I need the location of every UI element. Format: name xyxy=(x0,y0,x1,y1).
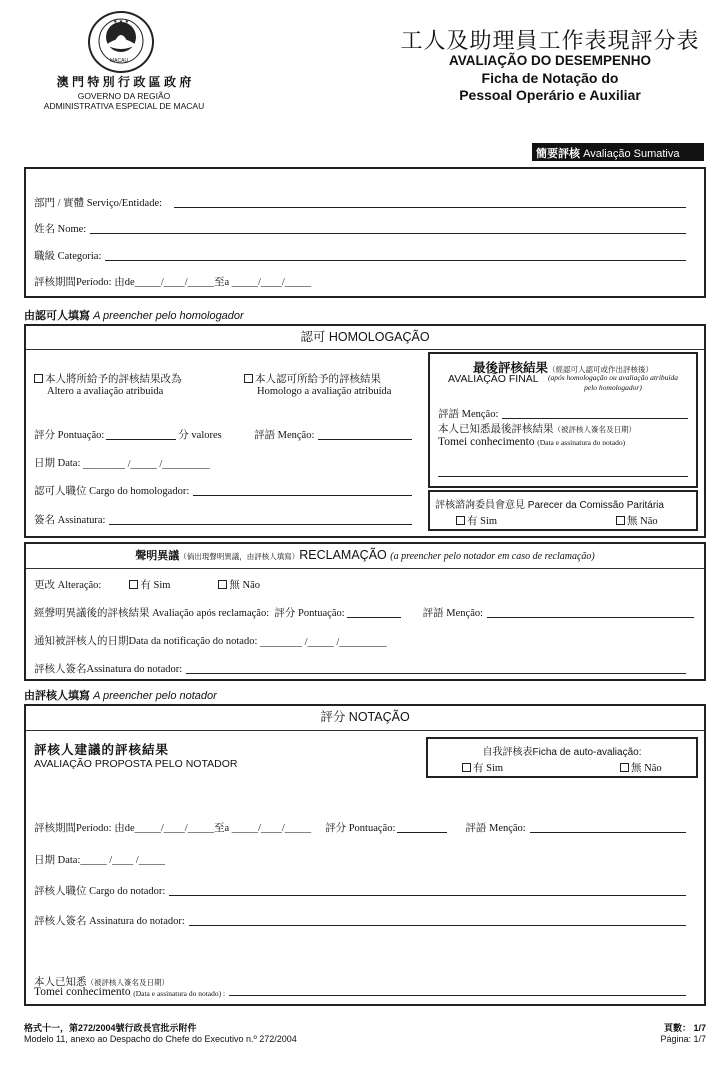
notificacao-label: 通知被評核人的日期Data da notificação do notado: xyxy=(34,636,258,647)
notacao-pontuacao-label: 評分 Pontuação: xyxy=(325,823,396,834)
proposta-title-zh: 評核人建議的評核結果 xyxy=(34,743,170,757)
reclamacao-assinatura-line[interactable] xyxy=(186,673,686,674)
cargo-line[interactable] xyxy=(193,495,412,496)
government-name-zh: 澳 門 特 別 行 政 區 政 府 xyxy=(56,75,192,89)
pontuacao-line[interactable] xyxy=(106,439,176,440)
svg-text:★ ★ ★: ★ ★ ★ xyxy=(113,20,129,25)
reclamacao-mencao-line[interactable] xyxy=(487,617,694,618)
notador-note-pt: A preencher pelo notador xyxy=(93,690,217,702)
homologo-pt: Homologo a avaliação atribuída xyxy=(257,386,392,397)
tomei-zh: 本人已知悉最後評核結果 xyxy=(438,424,554,435)
servico-label: 部門 / 實體 Serviço/Entidade: xyxy=(34,198,163,209)
notacao-mencao-label: 評語 Menção: xyxy=(465,823,526,834)
altero-checkbox[interactable] xyxy=(34,374,43,383)
final-title-pt: AVALIAÇÃO FINAL xyxy=(448,373,539,385)
reclamacao-assinatura-field[interactable] xyxy=(34,661,686,676)
parecer-box xyxy=(428,490,698,531)
mencao-line[interactable] xyxy=(318,439,412,440)
alteracao-sim-label: 有 Sim xyxy=(140,580,171,591)
servico-field[interactable] xyxy=(34,195,686,210)
notacao-tomei-pt: Tomei conhecimento xyxy=(34,986,131,998)
form-title-pt-2: Ficha de Notação do xyxy=(481,70,619,86)
auto-sim-checkbox[interactable] xyxy=(462,763,471,772)
cargo-homologador-field[interactable] xyxy=(34,483,412,498)
form-title-zh: 工人及助理員工作表現評分表 xyxy=(400,28,700,53)
homologacao-pontuacao-field[interactable] xyxy=(34,427,222,442)
tomei-final xyxy=(438,424,636,449)
reclamacao-title-note: （倘出現聲明異議，由評核人填寫） xyxy=(179,552,300,561)
alteracao-nao-label: 無 Não xyxy=(229,580,261,591)
auto-avaliacao-box xyxy=(426,737,698,778)
parecer-sim-option[interactable] xyxy=(456,513,497,528)
mencao-label: 評語 Menção: xyxy=(254,430,315,441)
categoria-label: 職級 Categoria: xyxy=(34,251,102,262)
reclamacao-title-pt: RECLAMAÇÃO xyxy=(299,548,387,562)
alteracao-nao-checkbox[interactable] xyxy=(218,580,227,589)
homologacao-data-field[interactable] xyxy=(34,455,210,470)
cargo-notador-field[interactable] xyxy=(34,883,686,898)
footer-page-zh: 頁數： 1/7 xyxy=(663,1023,706,1033)
reclamacao-mencao-label: 評語 Menção: xyxy=(422,608,484,619)
notacao-tomei-zh-label: 本人已知悉 xyxy=(34,977,87,988)
emblem-text: MACAU xyxy=(110,58,129,64)
apos-label: 經聲明異議後的評核結果 Avaliação após reclamação: xyxy=(34,608,270,619)
notacao-section xyxy=(24,704,706,1006)
summary-badge-zh: 簡要評核 xyxy=(536,148,580,160)
reclamacao-pontuacao-line[interactable] xyxy=(347,617,401,618)
summary-badge xyxy=(532,143,704,161)
reclamacao-title-pt-note: (a preencher pelo notador em caso de reclamação) xyxy=(390,551,595,562)
pontuacao-label: 評分 Pontuação: xyxy=(34,430,105,441)
notacao-data-field[interactable] xyxy=(34,852,165,867)
footer-model-pt: Modelo 11, anexo ao Despacho do Chefe do Executivo n.º 272/2004 xyxy=(24,1034,297,1044)
auto-nao-label: 無 Não xyxy=(631,763,662,774)
periodo-field[interactable] xyxy=(34,274,311,289)
notacao-tomei-field[interactable] xyxy=(34,986,686,998)
homologador-note xyxy=(24,307,244,323)
homologo-zh: 本人認可所給予的評核結果 xyxy=(255,374,381,385)
nome-label: 姓名 Nome: xyxy=(34,224,87,235)
parecer-nao-checkbox[interactable] xyxy=(616,516,625,525)
parecer-nao-option[interactable] xyxy=(616,513,658,528)
nome-field[interactable] xyxy=(34,221,686,236)
notificacao-field[interactable] xyxy=(34,633,387,648)
final-title-zh-note: （經認可人認可或作出評核後） xyxy=(548,365,653,374)
final-mencao-field[interactable] xyxy=(438,406,688,421)
data-label: 日期 Data: xyxy=(34,458,81,469)
valores-label: 分 valores xyxy=(178,430,222,441)
reclamacao-section xyxy=(24,542,706,681)
notacao-tomei-zh-note: （被評核人簽名及日期） xyxy=(86,978,169,987)
homologador-note-zh: 由認可人填寫 xyxy=(24,310,90,322)
tomei-signature-line[interactable] xyxy=(438,476,688,477)
notador-note-zh: 由評核人填寫 xyxy=(24,690,90,702)
alteracao-label: 更改 Alteração: xyxy=(34,580,102,591)
final-title-pt-note: (após homologação ou avaliação atribuída pelo homologador) xyxy=(548,373,678,392)
parecer-nao-label: 無 Não xyxy=(627,516,658,527)
altero-pt: Altero a avaliação atribuida xyxy=(47,386,164,397)
cargo-label: 認可人職位 Cargo do homologador: xyxy=(34,486,190,497)
homologacao-mencao-field[interactable] xyxy=(254,427,412,442)
auto-sim-label: 有 Sim xyxy=(473,763,504,774)
notificacao-pattern: ________ /_____ /_________ xyxy=(260,637,387,648)
notacao-periodo-label: 評核期間Período: 由de_____/____/_____至a _____/____/_____ xyxy=(34,823,312,834)
categoria-field[interactable] xyxy=(34,248,686,263)
cargo-notador-label: 評核人職位 Cargo do notador: xyxy=(34,886,166,897)
alteracao-sim-option[interactable] xyxy=(129,577,170,592)
proposta-title-pt: AVALIAÇÃO PROPOSTA PELO NOTADOR xyxy=(34,758,238,770)
tomei-pt: Tomei conhecimento xyxy=(438,436,535,448)
auto-sim-option[interactable] xyxy=(462,760,503,775)
assinatura-field[interactable] xyxy=(34,512,412,527)
summary-badge-pt: Avaliação Sumativa xyxy=(583,148,680,160)
macau-emblem xyxy=(88,11,154,73)
assinatura-notador-field[interactable] xyxy=(34,913,686,928)
footer-model-zh: 格式十一，第272/2004號行政長官批示附件 xyxy=(24,1023,197,1033)
parecer-label: 評核諮詢委員會意見 Parecer da Comissão Paritária xyxy=(435,500,664,511)
auto-avaliacao-label: 自我評核表Ficha de auto-avaliação: xyxy=(482,747,642,758)
reclamacao-title-zh: 聲明異議 xyxy=(135,550,180,562)
identification-section xyxy=(24,167,706,298)
parecer-sim-label: 有 Sim xyxy=(467,516,498,527)
cargo-notador-line[interactable] xyxy=(169,895,686,896)
parecer-sim-checkbox[interactable] xyxy=(456,516,465,525)
notacao-tomei-pt-note: (Data e assinatura do notado) : xyxy=(133,989,226,998)
assinatura-label: 簽名 Assinatura: xyxy=(34,515,106,526)
form-title-pt-1: AVALIAÇÃO DO DESEMPENHO xyxy=(448,53,651,68)
government-name-pt-1: GOVERNO DA REGIÃO xyxy=(77,91,171,101)
alteracao-nao-option[interactable] xyxy=(218,577,260,592)
assinatura-line[interactable] xyxy=(109,524,412,525)
homologo-option[interactable] xyxy=(244,374,391,398)
nome-line[interactable] xyxy=(90,233,686,234)
avaliacao-apos-field[interactable] xyxy=(34,605,694,620)
assinatura-notador-label: 評核人簽名 Assinatura do notador: xyxy=(34,916,185,927)
notacao-tomei-line[interactable] xyxy=(229,995,686,996)
categoria-line[interactable] xyxy=(105,260,686,261)
tomei-pt-note: (Data e assinatura do notado) xyxy=(537,438,626,447)
notacao-periodo-field[interactable] xyxy=(34,820,686,835)
data-pattern: ________ /_____ /_________ xyxy=(83,459,210,470)
notador-note xyxy=(24,687,217,703)
footer-page-pt: Página: 1/7 xyxy=(660,1034,706,1044)
reclamacao-title xyxy=(26,544,704,569)
altero-option[interactable] xyxy=(34,374,182,398)
final-evaluation-box xyxy=(428,352,698,488)
notacao-title: 評分 NOTAÇÃO xyxy=(26,706,704,731)
auto-nao-option[interactable] xyxy=(620,760,662,775)
government-name-pt-2: ADMINISTRATIVA ESPECIAL DE MACAU xyxy=(43,101,205,111)
homologacao-title: 認可 HOMOLOGAÇÃO xyxy=(26,326,704,350)
altero-zh: 本人將所給予的評核結果改為 xyxy=(45,374,182,385)
homologador-note-pt: A preencher pelo homologador xyxy=(93,310,244,322)
reclamacao-pontuacao-label: 評分 Pontuação: xyxy=(274,608,345,619)
tomei-zh-note: （被評核人簽名及日期） xyxy=(553,425,636,434)
notacao-data-label: 日期 Data:_____ /____ /_____ xyxy=(34,855,165,866)
assinatura-notador-line[interactable] xyxy=(189,925,686,926)
homologo-checkbox[interactable] xyxy=(244,374,253,383)
final-mencao-label: 評語 Menção: xyxy=(438,409,499,420)
alteracao-sim-checkbox[interactable] xyxy=(129,580,138,589)
auto-nao-checkbox[interactable] xyxy=(620,763,629,772)
homologacao-section xyxy=(24,324,706,538)
reclamacao-assinatura-label: 評核人簽名Assinatura do notador: xyxy=(34,664,183,675)
notacao-pontuacao-line[interactable] xyxy=(397,832,447,833)
form-title-pt-3: Pessoal Operário e Auxiliar xyxy=(459,87,641,103)
final-mencao-line[interactable] xyxy=(502,418,688,419)
alteracao-field xyxy=(34,577,260,592)
periodo-label: 評核期間Período: 由de_____/____/_____至a _____/____/_____ xyxy=(34,277,312,288)
final-title-zh: 最後評核結果 xyxy=(472,361,548,375)
notacao-mencao-line[interactable] xyxy=(530,832,686,833)
servico-line[interactable] xyxy=(174,207,686,208)
